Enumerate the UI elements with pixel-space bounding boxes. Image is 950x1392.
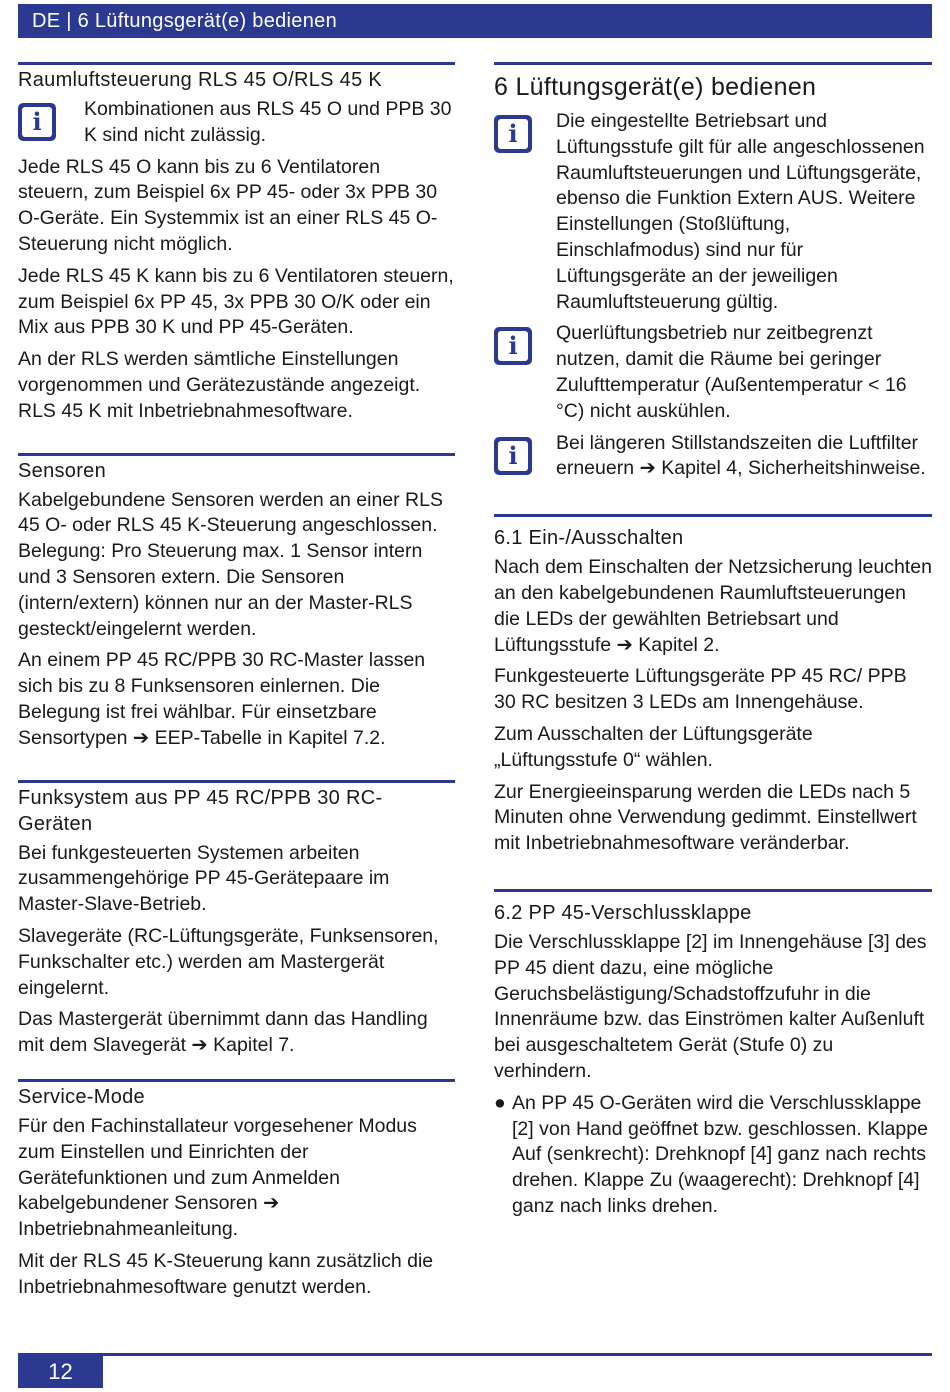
info-note-text: Bei längeren Stillstandszeiten die Luftfilter erneuern ➔ Kapitel 4, Sicherheitshinweise. [556, 431, 926, 480]
info-note-text: Querlüftungsbetrieb nur zeitbegrenzt nutzen, damit die Räume bei geringer Zulufttemperatur (Außentemperatur < 16 °C) nicht auskühlen. [556, 322, 907, 422]
section-heading-funksystem: Funksystem aus PP 45 RC/PPB 30 RC-Geräten [18, 786, 383, 835]
section-heading-service-mode: Service-Mode [18, 1085, 145, 1108]
section-rule [18, 453, 455, 456]
paragraph: An der RLS werden sämtliche Einstellungen vorgenommen und Gerätezustände angezeigt. RLS 45 K mit Inbetriebnahmesoftware. [18, 348, 421, 422]
paragraph: Kabelgebundene Sensoren werden an einer RLS 45 O- oder RLS 45 K-Steuerung angeschlossen. Belegung: Pro Steuerung max. 1 Sensor intern und 3 Sensoren extern. Die Sensoren (intern/extern) können nur an der Master-RLS gesteckt/eingelernt werden. [18, 488, 443, 640]
paragraph: Bei funkgesteuerten Systemen arbeiten zusammengehörige PP 45-Gerätepaare im Master-Slave-Betrieb. [18, 841, 390, 916]
info-note-text: Die eingestellte Betriebsart und Lüftungsstufe gilt für alle angeschlossenen Raumluftsteuerungen und Lüftungsgeräte, ebenso die Funktion Extern AUS. Weitere Einstellungen (Stoßlüftung, Einschlafmodus) sind nur für Lüftungsgeräte an der jeweiligen Raumluftsteuerung gültig. [556, 110, 925, 313]
info-note-text: Kombinationen aus RLS 45 O und PPB 30 K sind nicht zulässig. [84, 98, 452, 146]
chapter-heading: 6 Lüftungsgerät(e) bedienen [494, 73, 817, 101]
page-number-text: 12 [48, 1359, 73, 1384]
info-icon: i [494, 327, 532, 365]
bullet-icon: ● [494, 1091, 506, 1114]
section-rule [18, 1079, 455, 1082]
section-rule [18, 780, 455, 783]
info-note [494, 109, 932, 315]
info-icon: i [18, 103, 56, 141]
list-item-text: An PP 45 O-Geräten wird die Verschlussklappe [2] von Hand geöffnet bzw. geschlossen. Klappe Auf (senkrecht): Drehknopf [4] ganz nach rechts drehen. Klappe Zu (waagerecht): Drehknopf [4] ganz nach links drehen. [512, 1091, 928, 1217]
list-item [494, 1091, 932, 1220]
info-icon: i [494, 437, 532, 475]
info-note [494, 321, 932, 424]
left-column [18, 62, 455, 1306]
paragraph: Funkgesteuerte Lüftungsgeräte PP 45 RC/ PPB 30 RC besitzen 3 LEDs am Innengehäuse. [494, 665, 907, 714]
section-heading-sensoren: Sensoren [18, 459, 107, 482]
paragraph: Nach dem Einschalten der Netzsicherung leuchten an den kabelgebundenen Raumluftsteuerungen die LEDs der gewählten Betriebsart und Lüftungsstufe ➔ Kapitel 2. [494, 556, 932, 656]
page-header-title: DE | 6 Lüftungsgerät(e) bedienen [32, 10, 337, 32]
paragraph: Zum Ausschalten der Lüftungsgeräte „Lüftungsstufe 0“ wählen. [494, 722, 813, 771]
section-rule [494, 514, 932, 517]
paragraph: Zur Energieeinsparung werden die LEDs nach 5 Minuten ohne Verwendung gedimmt. Einstellwert mit Inbetriebnahmesoftware veränderbar. [494, 780, 917, 855]
section-heading-verschlussklappe: 6.2 PP 45-Verschlussklappe [494, 901, 752, 924]
info-note [18, 97, 455, 149]
bullet-list [494, 1091, 932, 1220]
paragraph: An einem PP 45 RC/PPB 30 RC-Master lassen sich bis zu 8 Funksensoren einlernen. Die Belegung ist frei wählbar. Für einsetzbare Sensortypen ➔ EEP-Tabelle in Kapitel 7.2. [18, 649, 426, 749]
paragraph: Mit der RLS 45 K-Steuerung kann zusätzlich die Inbetriebnahmesoftware genutzt werden. [18, 1249, 434, 1298]
footer-rule [18, 1353, 932, 1356]
paragraph: Jede RLS 45 K kann bis zu 6 Ventilatoren steuern, zum Beispiel 6x PP 45, 3x PPB 30 O/K oder ein Mix aus PPB 30 K und PP 45-Geräten. [18, 264, 454, 339]
section-rule [494, 62, 932, 65]
paragraph: Das Mastergerät übernimmt dann das Handling mit dem Slavegerät ➔ Kapitel 7. [18, 1008, 428, 1057]
paragraph: Slavegeräte (RC-Lüftungsgeräte, Funksensoren, Funkschalter etc.) werden am Mastergerät eingelernt. [18, 924, 439, 999]
info-note [494, 431, 932, 483]
paragraph: Für den Fachinstallateur vorgesehener Modus zum Einstellen und Einrichten der Gerätefunktionen und zum Anmelden kabelgebundener Sensoren ➔ Inbetriebnahmeanleitung. [18, 1114, 417, 1241]
page-header [18, 4, 932, 38]
info-icon: i [494, 115, 532, 153]
section-heading-raumluftsteuerung: Raumluftsteuerung RLS 45 O/RLS 45 K [18, 69, 383, 91]
section-rule [494, 889, 932, 892]
page-number [18, 1356, 103, 1388]
right-column [494, 62, 932, 1220]
paragraph: Jede RLS 45 O kann bis zu 6 Ventilatoren steuern, zum Beispiel 6x PP 45- oder 3x PPB 30 O-Geräte. Ein Systemmix ist an einer RLS 45 O-Steuerung nicht möglich. [18, 155, 438, 255]
section-heading-ein-ausschalten: 6.1 Ein-/Ausschalten [494, 527, 684, 550]
section-rule [18, 62, 455, 65]
paragraph: Die Verschlussklappe [2] im Innengehäuse [3] des PP 45 dient dazu, eine mögliche Geruchsbelästigung/Schadstoffzufuhr in die Innenräume bzw. das Einströmen kalter Außenluft bei ausgeschaltetem Gerät (Stufe 0) zu verhindern. [494, 930, 927, 1082]
